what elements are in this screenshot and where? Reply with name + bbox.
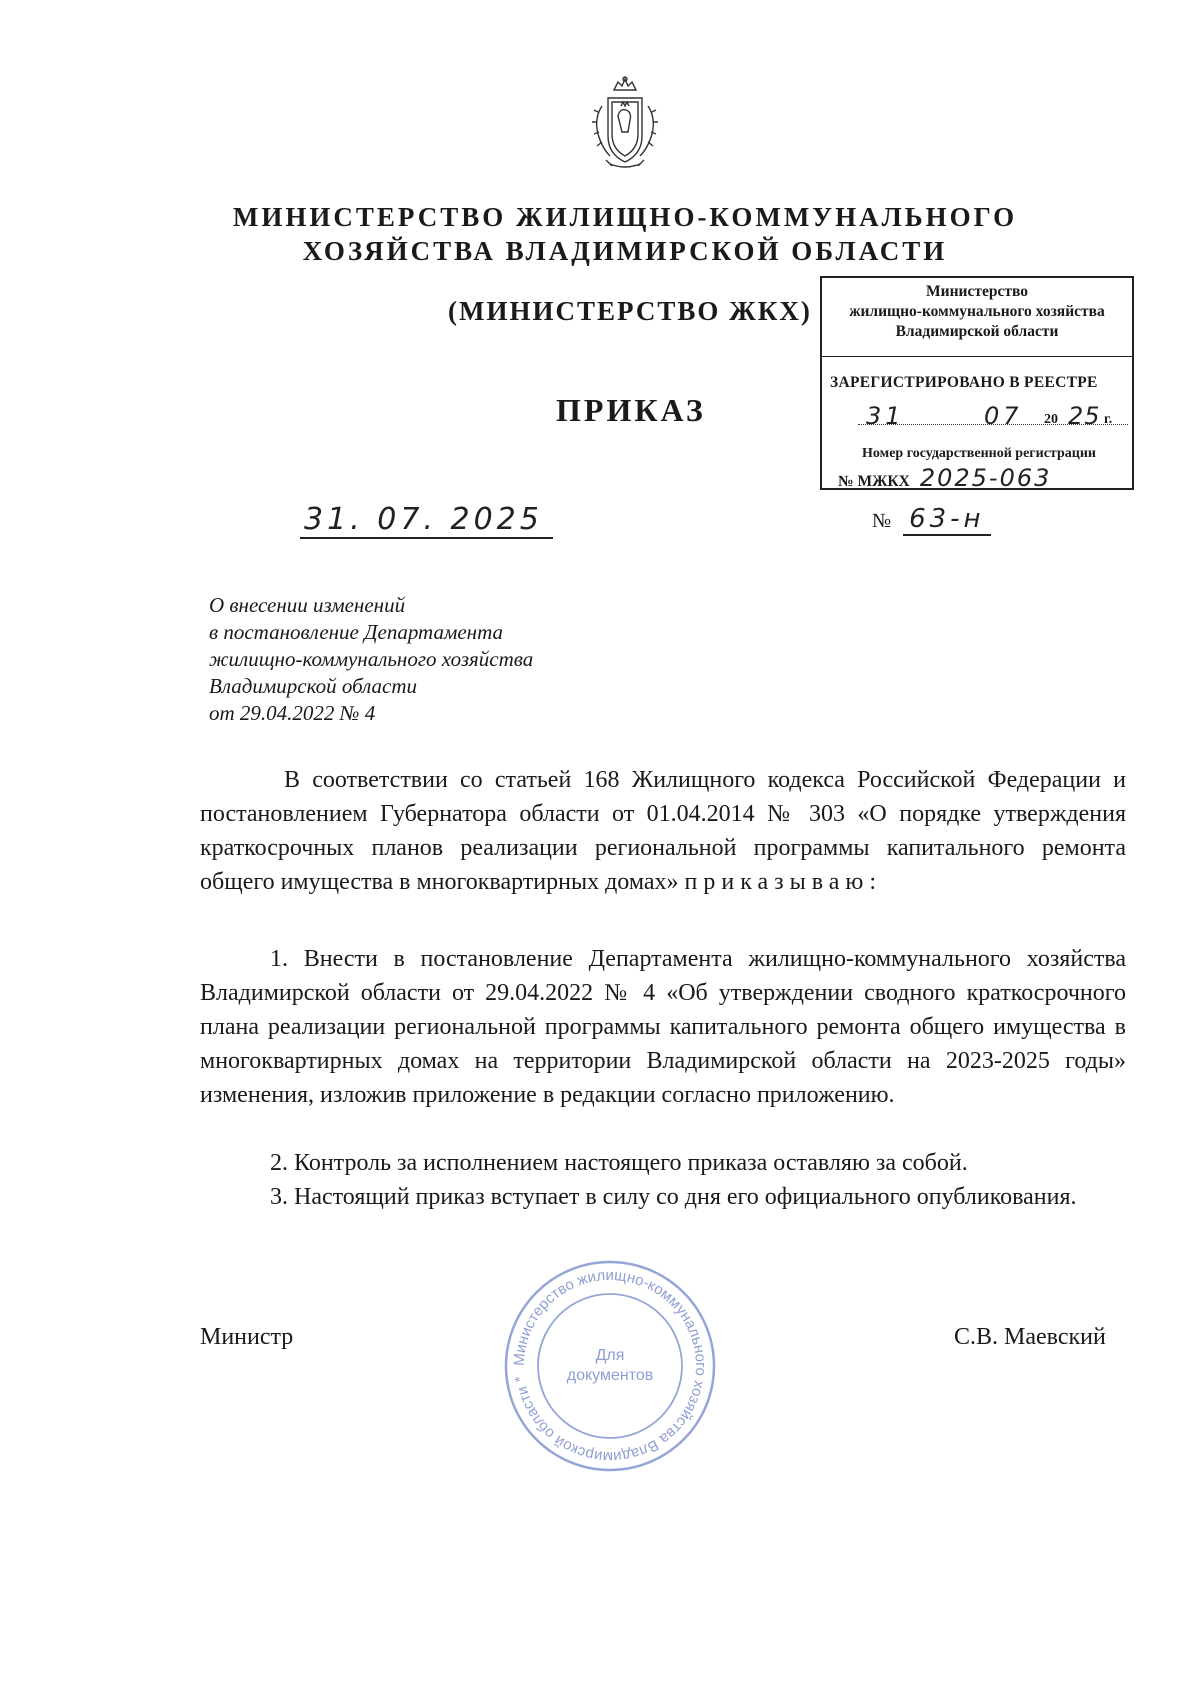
preamble-text: В соответствии со статьей 168 Жилищного кодекса Российской Федерации и постановлением Губернатора области от 01.04.2014 № 303 «О порядке утверждения краткосрочных планов реализации региональной программы капитального ремонта общего имущества в многоквартирных домах»: [200, 767, 1126, 895]
order-item-1: 1. Внести в постановление Департамента жилищно-коммунального хозяйства Владимирской области от 29.04.2022 № 4 «Об утверждении сводного краткосрочного плана реализации региональной программы капитального ремонта общего имущества в многоквартирных домах на территории Владимирской области на 2023-2025 годы» изменения, изложив приложение в редакции согласно приложению.: [200, 946, 1126, 1108]
registration-status: ЗАРЕГИСТРИРОВАНО В РЕЕСТРЕ: [830, 374, 1098, 391]
registration-year-prefix: 20: [1044, 412, 1058, 427]
signer-name: С.В. Маевский: [954, 1324, 1106, 1350]
ministry-name-line2: ХОЗЯЙСТВА ВЛАДИМИРСКОЙ ОБЛАСТИ: [302, 236, 948, 266]
subject-line2: в постановление Департамента: [209, 620, 504, 644]
registration-month: 07: [984, 402, 1023, 430]
registration-date: [858, 402, 1120, 432]
registration-number-prefix: № МЖКХ: [838, 473, 910, 490]
subject-line4: Владимирской области: [209, 674, 418, 698]
ministry-name-line1: МИНИСТЕРСТВО ЖИЛИЩНО-КОММУНАЛЬНОГО: [232, 202, 1018, 232]
order-item-3: 3. Настоящий приказ вступает в силу со дня его официального опубликования.: [270, 1184, 1077, 1210]
registration-org-line2: жилищно-коммунального хозяйства: [849, 303, 1105, 320]
registration-org-line1: Министерство: [926, 283, 1028, 300]
preamble-paragraph: [200, 763, 1126, 899]
registration-year-suffix: 25: [1068, 402, 1101, 430]
order-number-label: №: [872, 510, 892, 532]
order-number: [872, 504, 991, 536]
registration-number-value: 2025-063: [919, 464, 1052, 492]
seal-center-line2: документов: [566, 1367, 654, 1384]
seal-inner-ring: [538, 1294, 682, 1438]
registration-day: 31: [866, 402, 905, 430]
order-item-2: 2. Контроль за исполнением настоящего приказа оставляю за собой.: [270, 1150, 968, 1176]
subject-line3: жилищно-коммунального хозяйства: [209, 647, 534, 671]
official-seal: [500, 1256, 720, 1476]
registration-org-line3: Владимирской области: [895, 323, 1059, 340]
document-title: ПРИКАЗ: [556, 392, 706, 428]
ministry-short-name: (МИНИСТЕРСТВО ЖКХ): [448, 296, 812, 326]
order-number-value: 63-н: [903, 504, 990, 536]
seal-ring-text: Министерство жилищно-коммунального хозяйства Владимирской области *: [510, 1266, 710, 1466]
registration-stamp-divider: [822, 356, 1132, 357]
order-subject: [209, 592, 533, 727]
subject-line1: О внесении изменений: [209, 593, 406, 617]
ministry-name: [160, 200, 1090, 268]
registration-year-abbr: г.: [1104, 412, 1113, 427]
registration-stamp: [820, 276, 1134, 490]
coat-of-arms-icon: [588, 76, 662, 172]
order-word: приказываю:: [684, 869, 883, 895]
registration-stamp-org: [822, 282, 1132, 342]
registration-number: [838, 464, 1051, 492]
seal-center-line1: Для: [595, 1347, 625, 1364]
registration-number-label: Номер государственной регистрации: [862, 446, 1096, 461]
subject-line5: от 29.04.2022 № 4: [209, 701, 376, 725]
order-date: 31. 07. 2025: [300, 502, 553, 539]
signer-position: Министр: [200, 1324, 294, 1350]
